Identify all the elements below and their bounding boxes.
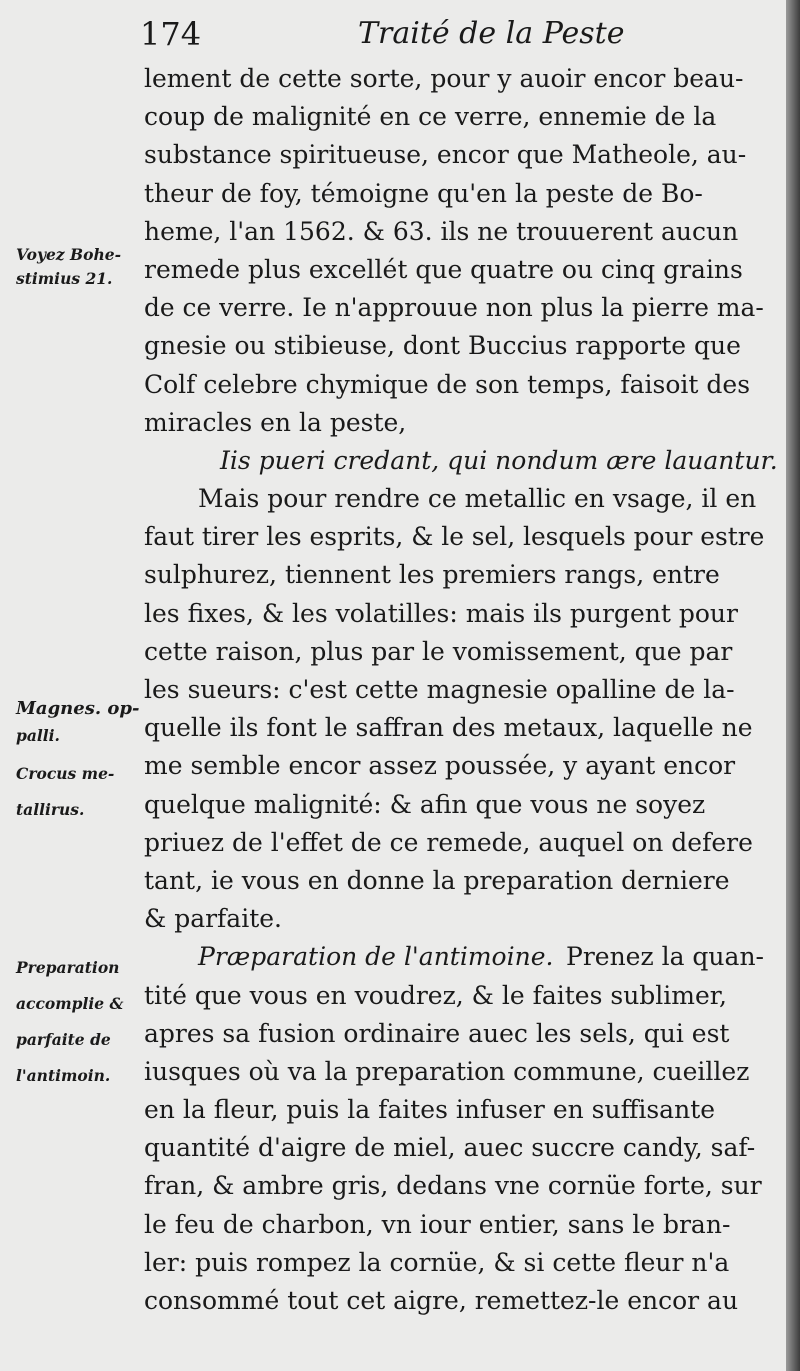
text-line: quelle ils font le saffran des metaux, laquelle ne [144,713,753,743]
text-line: iusques où va la preparation commune, cueillez [144,1056,750,1086]
text-line: fran, & ambre gris, dedans vne cornüe forte, sur [144,1171,762,1201]
text-line: coup de malignité en ce verre, ennemie de la [144,102,717,132]
preparation-heading: Præparation de l'antimoine. [198,942,554,972]
text-line: les fixes, & les volatilles: mais ils purgent pour [144,598,738,628]
text-line: de ce verre. Ie n'approuue non plus la pierre ma- [144,293,764,323]
text-line: me semble encor assez poussée, y ayant encor [144,751,736,781]
text-line: gnesie ou stibieuse, dont Buccius rapporte que [144,331,741,361]
text-line: miracles en la peste, [144,407,407,437]
margin-note-line: tallirus. [16,800,85,819]
text-line: theur de foy, témoigne qu'en la peste de Bo- [144,178,703,208]
text-line: ler: puis rompez la cornüe, & si cette fleur n'a [144,1247,730,1277]
text-line: quantité d'aigre de miel, auec succre candy, saf- [144,1133,756,1163]
margin-note-line: stimius 21. [16,269,113,288]
margin-note-line: accomplie & [16,994,124,1013]
margin-note-crocus [16,756,148,828]
text-line: faut tirer les esprits, & le sel, lesquels pour estre [144,522,765,552]
text-line: sulphurez, tiennent les premiers rangs, entre [144,560,720,590]
text-line: lement de cette sorte, pour y auoir encor beau- [144,64,744,93]
book-gutter-edge [786,0,800,1371]
page-header [140,14,760,54]
text-line: tant, ie vous en donne la preparation derniere [144,865,730,895]
text-line: Colf celebre chymique de son temps, faisoit des [144,369,751,399]
text-line: apres sa fusion ordinaire auec les sels, qui est [144,1018,730,1048]
preparation-text: Prenez la quan- [566,942,764,972]
latin-quotation: Iis pueri credant, qui nondum ære lauantur. [220,445,778,475]
page-number: 174 [140,15,202,53]
margin-note-magnesia [16,694,148,748]
preparation-heading-line [144,938,764,976]
text-line: en la fleur, puis la faites infuser en suffisante [144,1095,716,1125]
margin-note-line: Magnes. op- [16,698,140,719]
margin-note-bohemius [16,243,148,291]
margin-note-line: parfaite de [16,1030,111,1049]
margin-note-line: Crocus me- [16,764,115,783]
body-text [144,60,778,1320]
text-line: quelque malignité: & afin que vous ne soyez [144,789,706,819]
text-line: cette raison, plus par le vomissement, que par [144,636,733,666]
text-line: substance spiritueuse, encor que Matheole, au- [144,140,747,170]
margin-note-line: palli. [16,726,60,745]
margin-note-line: l'antimoin. [16,1066,111,1085]
text-line: tité que vous en voudrez, & le faites sublimer, [144,980,727,1010]
text-line: les sueurs: c'est cette magnesie opalline de la- [144,675,735,704]
margin-note-line: Voyez Bohe- [16,245,122,264]
text-line: remede plus excellét que quatre ou cinq grains [144,254,743,284]
paragraph-start: Mais pour rendre ce metallic en vsage, il en [198,484,757,514]
text-line: le feu de charbon, vn iour entier, sans le bran- [144,1209,731,1239]
text-line: & parfaite. [144,904,283,934]
margin-notes [0,0,150,1371]
margin-note-preparation [16,950,148,1094]
text-line: priuez de l'effet de ce remede, auquel on defere [144,827,753,857]
running-title: Traité de la Peste [358,16,625,51]
margin-note-line: Preparation [16,958,120,977]
text-line: consommé tout cet aigre, remettez-le encor au [144,1286,739,1315]
text-line: heme, l'an 1562. & 63. ils ne trouuerent aucun [144,216,739,246]
